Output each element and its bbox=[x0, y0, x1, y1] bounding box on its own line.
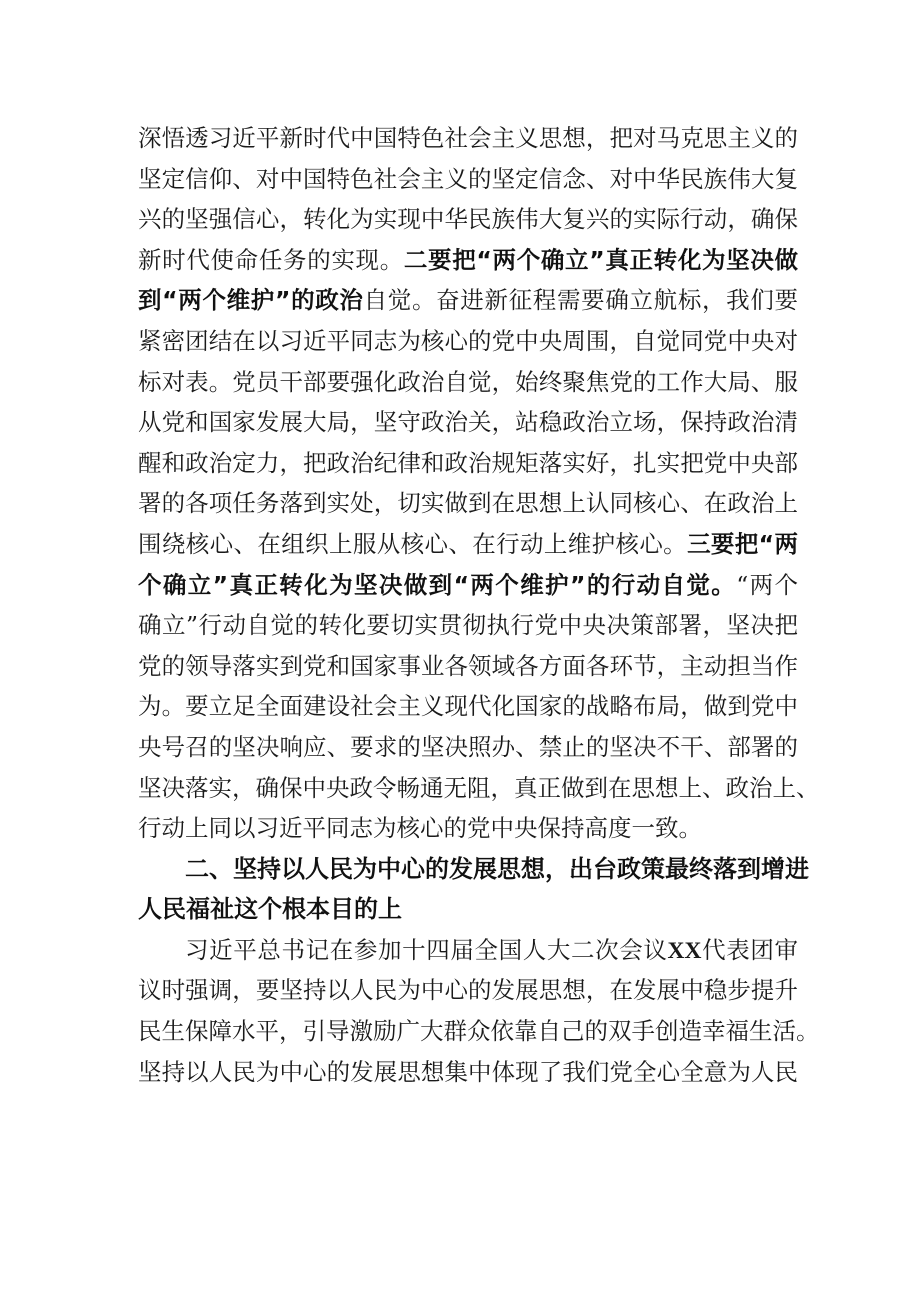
text-line bbox=[138, 240, 798, 281]
text-line bbox=[138, 930, 798, 971]
section-heading bbox=[138, 849, 809, 930]
text-line: 确立”行动自觉的转化要切实贯彻执行党中央决策部署，坚决把 bbox=[138, 611, 798, 640]
text-line bbox=[138, 524, 798, 565]
text-run: 新时代使命任务的实现。 bbox=[138, 245, 404, 274]
heading-line: 二、坚持以人民为中心的发展思想，出台政策最终落到增进 bbox=[185, 854, 809, 883]
text-line: 紧密团结在以习近平同志为核心的党中央周围，自觉同党中央对 bbox=[138, 326, 798, 355]
text-line bbox=[138, 280, 798, 321]
text-line: 坚定信仰、对中国特色社会主义的坚定信念、对中华民族伟大复 bbox=[138, 164, 798, 193]
bold-run: 个确立”真正转化为坚决做到“两个维护”的行动自觉。 bbox=[138, 570, 737, 599]
heading-line: 人民福祉这个根本目的上 bbox=[138, 895, 402, 924]
text-run: 习近平总书记在参加十四届全国人大二次会议 bbox=[185, 935, 668, 964]
text-run: 代表团审 bbox=[701, 935, 799, 964]
text-run: 围绕核心、在组织上服从核心、在行动上维护核心。 bbox=[138, 529, 688, 558]
text-line: 兴的坚强信心，转化为实现中华民族伟大复兴的实际行动，确保 bbox=[138, 205, 798, 234]
text-line: 为。要立足全面建设社会主义现代化国家的战略布局，做到党中 bbox=[138, 692, 798, 721]
bold-run: 三要把“两 bbox=[687, 529, 798, 558]
text-line: 议时强调，要坚持以人民为中心的发展思想，在发展中稳步提升 bbox=[138, 976, 798, 1005]
bold-run: 到“两个维护”的政治 bbox=[138, 286, 364, 315]
paragraph bbox=[138, 930, 820, 1092]
text-line bbox=[138, 565, 798, 606]
text-line: 深悟透习近平新时代中国特色社会主义思想，把对马克思主义的 bbox=[138, 124, 798, 152]
text-run: 自觉。奋进新征程需要确立航标，我们要 bbox=[363, 286, 799, 315]
text-line: 行动上同以习近平同志为核心的党中央保持高度一致。 bbox=[138, 814, 702, 843]
paragraph-continued bbox=[138, 118, 820, 849]
text-line: 署的各项任务落到实处，切实做到在思想上认同核心、在政治上 bbox=[138, 489, 798, 518]
text-line: 坚决落实，确保中央政令畅通无阻，真正做到在思想上、政治上、 bbox=[138, 773, 820, 802]
bold-run: 二要把“两个确立”真正转化为坚决做 bbox=[403, 245, 799, 274]
delegation-placeholder: XX bbox=[667, 937, 702, 964]
text-line: 民生保障水平，引导激励广大群众依靠自己的双手创造幸福生活。 bbox=[138, 1017, 820, 1046]
text-line: 坚持以人民为中心的发展思想集中体现了我们党全心全意为人民 bbox=[138, 1057, 798, 1086]
text-line: 党的领导落实到党和国家事业各领域各方面各环节，主动担当作 bbox=[138, 651, 798, 680]
text-run: “两个 bbox=[736, 570, 798, 599]
text-line: 央号召的坚决响应、要求的坚决照办、禁止的坚决不干、部署的 bbox=[138, 732, 798, 761]
text-line: 从党和国家发展大局，坚守政治关，站稳政治立场，保持政治清 bbox=[138, 408, 798, 437]
document-body bbox=[138, 118, 820, 1092]
text-line: 醒和政治定力，把政治纪律和政治规矩落实好，扎实把党中央部 bbox=[138, 448, 798, 477]
text-line: 标对表。党员干部要强化政治自觉，始终聚焦党的工作大局、服 bbox=[138, 367, 798, 396]
